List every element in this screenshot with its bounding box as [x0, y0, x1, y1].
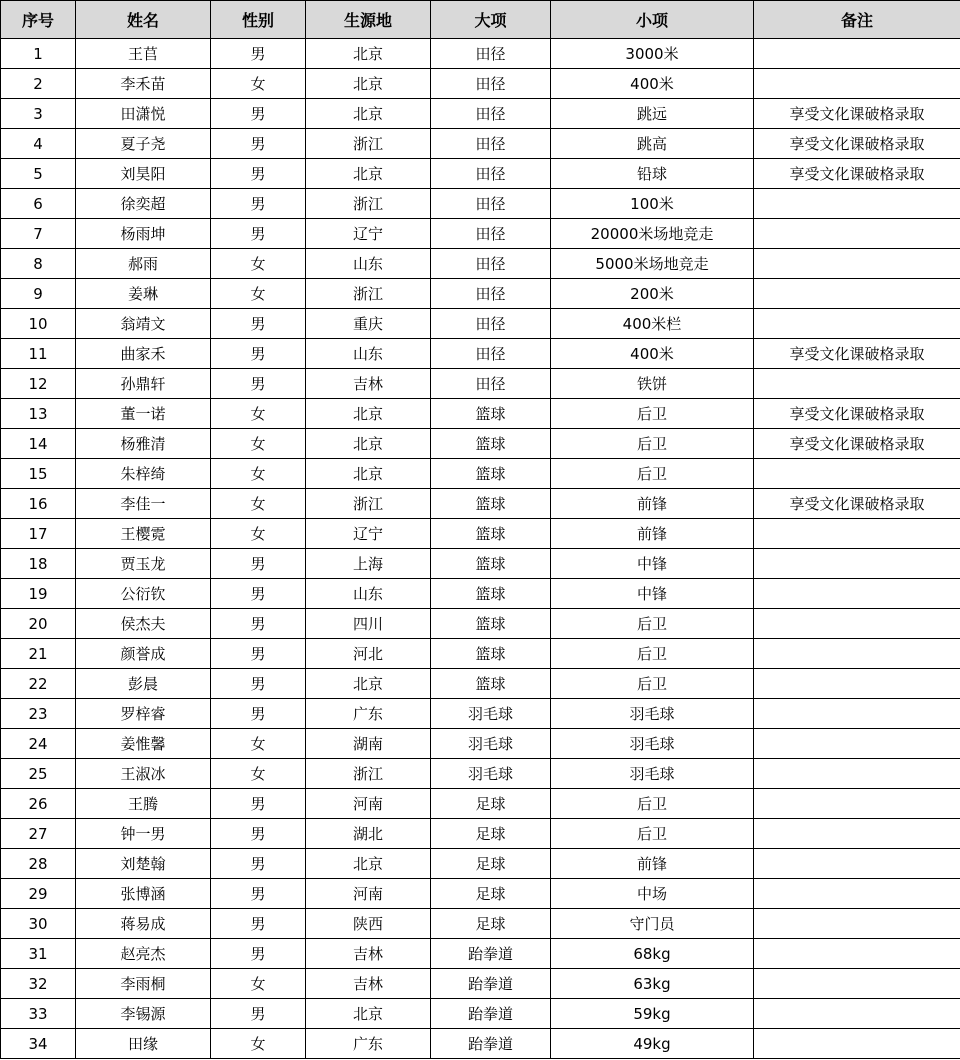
- table-row: [1, 309, 960, 339]
- cell-remark: 享受文化课破格录取: [754, 99, 960, 129]
- cell-name: 朱梓绮: [76, 459, 211, 489]
- cell-category: 篮球: [431, 519, 551, 549]
- cell-origin: 上海: [306, 549, 431, 579]
- cell-index: 20: [1, 609, 76, 639]
- cell-category: 田径: [431, 99, 551, 129]
- cell-category: 田径: [431, 249, 551, 279]
- cell-event: 后卫: [551, 429, 754, 459]
- cell-category: 跆拳道: [431, 969, 551, 999]
- cell-index: 25: [1, 759, 76, 789]
- cell-event: 200米: [551, 279, 754, 309]
- cell-category: 足球: [431, 849, 551, 879]
- cell-event: 63kg: [551, 969, 754, 999]
- cell-gender: 男: [211, 309, 306, 339]
- cell-gender: 男: [211, 39, 306, 69]
- cell-gender: 男: [211, 939, 306, 969]
- cell-remark: 享受文化课破格录取: [754, 399, 960, 429]
- cell-event: 400米: [551, 69, 754, 99]
- cell-gender: 男: [211, 99, 306, 129]
- cell-gender: 男: [211, 369, 306, 399]
- table-body: [1, 39, 960, 1059]
- cell-event: 铅球: [551, 159, 754, 189]
- cell-name: 张博涵: [76, 879, 211, 909]
- table-row: [1, 879, 960, 909]
- table-row: [1, 39, 960, 69]
- cell-index: 13: [1, 399, 76, 429]
- cell-name: 刘楚翰: [76, 849, 211, 879]
- cell-remark: [754, 309, 960, 339]
- table-header: [1, 1, 960, 39]
- cell-category: 足球: [431, 909, 551, 939]
- cell-name: 赵亮杰: [76, 939, 211, 969]
- cell-origin: 北京: [306, 849, 431, 879]
- cell-index: 3: [1, 99, 76, 129]
- cell-index: 12: [1, 369, 76, 399]
- cell-origin: 浙江: [306, 279, 431, 309]
- cell-index: 1: [1, 39, 76, 69]
- cell-event: 羽毛球: [551, 729, 754, 759]
- cell-gender: 女: [211, 69, 306, 99]
- cell-origin: 吉林: [306, 369, 431, 399]
- cell-name: 李佳一: [76, 489, 211, 519]
- cell-name: 贾玉龙: [76, 549, 211, 579]
- table-row: [1, 129, 960, 159]
- cell-remark: [754, 969, 960, 999]
- cell-event: 跳远: [551, 99, 754, 129]
- cell-remark: [754, 519, 960, 549]
- cell-remark: [754, 549, 960, 579]
- cell-remark: [754, 669, 960, 699]
- cell-category: 篮球: [431, 609, 551, 639]
- cell-origin: 广东: [306, 1029, 431, 1059]
- table-row: [1, 279, 960, 309]
- cell-category: 羽毛球: [431, 759, 551, 789]
- cell-origin: 浙江: [306, 189, 431, 219]
- cell-gender: 男: [211, 159, 306, 189]
- cell-origin: 吉林: [306, 939, 431, 969]
- header-origin: 生源地: [306, 1, 431, 39]
- cell-gender: 女: [211, 249, 306, 279]
- cell-origin: 河南: [306, 879, 431, 909]
- cell-name: 姜琳: [76, 279, 211, 309]
- cell-origin: 浙江: [306, 489, 431, 519]
- cell-gender: 女: [211, 729, 306, 759]
- cell-index: 27: [1, 819, 76, 849]
- cell-index: 11: [1, 339, 76, 369]
- cell-event: 3000米: [551, 39, 754, 69]
- cell-index: 26: [1, 789, 76, 819]
- cell-origin: 北京: [306, 669, 431, 699]
- cell-gender: 女: [211, 1029, 306, 1059]
- cell-remark: [754, 39, 960, 69]
- cell-index: 34: [1, 1029, 76, 1059]
- cell-category: 田径: [431, 339, 551, 369]
- cell-origin: 河北: [306, 639, 431, 669]
- cell-remark: 享受文化课破格录取: [754, 159, 960, 189]
- cell-remark: [754, 369, 960, 399]
- cell-category: 田径: [431, 219, 551, 249]
- cell-index: 10: [1, 309, 76, 339]
- cell-gender: 女: [211, 429, 306, 459]
- cell-name: 钟一男: [76, 819, 211, 849]
- cell-remark: [754, 789, 960, 819]
- cell-remark: [754, 189, 960, 219]
- cell-remark: [754, 879, 960, 909]
- table-row: [1, 639, 960, 669]
- cell-event: 400米栏: [551, 309, 754, 339]
- cell-origin: 北京: [306, 429, 431, 459]
- cell-category: 篮球: [431, 399, 551, 429]
- cell-origin: 北京: [306, 69, 431, 99]
- cell-index: 32: [1, 969, 76, 999]
- cell-remark: 享受文化课破格录取: [754, 489, 960, 519]
- table-row: [1, 69, 960, 99]
- cell-event: 跳高: [551, 129, 754, 159]
- cell-index: 4: [1, 129, 76, 159]
- cell-event: 前锋: [551, 519, 754, 549]
- cell-name: 颜誉成: [76, 639, 211, 669]
- cell-event: 68kg: [551, 939, 754, 969]
- cell-event: 20000米场地竞走: [551, 219, 754, 249]
- cell-gender: 女: [211, 279, 306, 309]
- cell-remark: [754, 849, 960, 879]
- cell-origin: 浙江: [306, 129, 431, 159]
- cell-event: 前锋: [551, 849, 754, 879]
- cell-remark: [754, 729, 960, 759]
- cell-origin: 北京: [306, 399, 431, 429]
- header-remark: 备注: [754, 1, 960, 39]
- cell-remark: [754, 219, 960, 249]
- cell-event: 后卫: [551, 399, 754, 429]
- table-row: [1, 459, 960, 489]
- cell-origin: 北京: [306, 999, 431, 1029]
- cell-index: 23: [1, 699, 76, 729]
- cell-gender: 女: [211, 489, 306, 519]
- cell-index: 6: [1, 189, 76, 219]
- header-name: 姓名: [76, 1, 211, 39]
- cell-event: 羽毛球: [551, 699, 754, 729]
- cell-gender: 男: [211, 129, 306, 159]
- cell-gender: 男: [211, 219, 306, 249]
- table-row: [1, 849, 960, 879]
- cell-category: 田径: [431, 159, 551, 189]
- cell-gender: 男: [211, 699, 306, 729]
- table-row: [1, 399, 960, 429]
- table-row: [1, 369, 960, 399]
- cell-category: 足球: [431, 789, 551, 819]
- cell-origin: 北京: [306, 159, 431, 189]
- cell-event: 100米: [551, 189, 754, 219]
- cell-event: 后卫: [551, 789, 754, 819]
- cell-category: 足球: [431, 819, 551, 849]
- cell-event: 400米: [551, 339, 754, 369]
- cell-category: 羽毛球: [431, 729, 551, 759]
- cell-category: 田径: [431, 39, 551, 69]
- cell-remark: 享受文化课破格录取: [754, 339, 960, 369]
- cell-event: 羽毛球: [551, 759, 754, 789]
- cell-gender: 男: [211, 339, 306, 369]
- table-row: [1, 99, 960, 129]
- cell-remark: [754, 249, 960, 279]
- cell-gender: 女: [211, 459, 306, 489]
- table-row: [1, 789, 960, 819]
- table-row: [1, 609, 960, 639]
- cell-category: 田径: [431, 309, 551, 339]
- cell-category: 跆拳道: [431, 1029, 551, 1059]
- cell-name: 夏子尧: [76, 129, 211, 159]
- cell-event: 后卫: [551, 819, 754, 849]
- table-row: [1, 219, 960, 249]
- cell-origin: 四川: [306, 609, 431, 639]
- table-row: [1, 159, 960, 189]
- cell-remark: [754, 639, 960, 669]
- cell-name: 徐奕超: [76, 189, 211, 219]
- cell-name: 李雨桐: [76, 969, 211, 999]
- cell-gender: 男: [211, 849, 306, 879]
- header-gender: 性别: [211, 1, 306, 39]
- cell-event: 守门员: [551, 909, 754, 939]
- table-row: [1, 909, 960, 939]
- cell-origin: 湖南: [306, 729, 431, 759]
- header-category: 大项: [431, 1, 551, 39]
- cell-category: 足球: [431, 879, 551, 909]
- cell-origin: 山东: [306, 339, 431, 369]
- cell-gender: 男: [211, 579, 306, 609]
- cell-origin: 山东: [306, 249, 431, 279]
- cell-index: 21: [1, 639, 76, 669]
- cell-index: 17: [1, 519, 76, 549]
- cell-origin: 辽宁: [306, 219, 431, 249]
- cell-remark: [754, 459, 960, 489]
- cell-remark: [754, 609, 960, 639]
- cell-event: 后卫: [551, 669, 754, 699]
- table-row: [1, 429, 960, 459]
- cell-remark: [754, 579, 960, 609]
- cell-gender: 女: [211, 969, 306, 999]
- cell-event: 中锋: [551, 549, 754, 579]
- table-row: [1, 729, 960, 759]
- table-row: [1, 999, 960, 1029]
- cell-name: 杨雨坤: [76, 219, 211, 249]
- table-row: [1, 249, 960, 279]
- cell-origin: 吉林: [306, 969, 431, 999]
- cell-event: 59kg: [551, 999, 754, 1029]
- cell-event: 中锋: [551, 579, 754, 609]
- cell-gender: 女: [211, 399, 306, 429]
- cell-name: 杨雅清: [76, 429, 211, 459]
- cell-event: 铁饼: [551, 369, 754, 399]
- cell-index: 2: [1, 69, 76, 99]
- cell-remark: [754, 909, 960, 939]
- cell-index: 8: [1, 249, 76, 279]
- cell-category: 篮球: [431, 549, 551, 579]
- cell-remark: [754, 1029, 960, 1059]
- cell-remark: 享受文化课破格录取: [754, 129, 960, 159]
- cell-name: 郝雨: [76, 249, 211, 279]
- cell-category: 篮球: [431, 669, 551, 699]
- cell-origin: 湖北: [306, 819, 431, 849]
- cell-index: 22: [1, 669, 76, 699]
- cell-event: 后卫: [551, 609, 754, 639]
- table-row: [1, 969, 960, 999]
- cell-event: 后卫: [551, 639, 754, 669]
- cell-gender: 男: [211, 639, 306, 669]
- cell-origin: 陕西: [306, 909, 431, 939]
- cell-name: 姜惟馨: [76, 729, 211, 759]
- cell-name: 蒋易成: [76, 909, 211, 939]
- cell-event: 49kg: [551, 1029, 754, 1059]
- cell-name: 孙鼎轩: [76, 369, 211, 399]
- cell-origin: 北京: [306, 459, 431, 489]
- cell-event: 5000米场地竞走: [551, 249, 754, 279]
- cell-name: 翁靖文: [76, 309, 211, 339]
- cell-gender: 男: [211, 669, 306, 699]
- cell-index: 15: [1, 459, 76, 489]
- cell-name: 罗梓睿: [76, 699, 211, 729]
- cell-name: 李锡源: [76, 999, 211, 1029]
- cell-index: 19: [1, 579, 76, 609]
- table-row: [1, 759, 960, 789]
- cell-name: 田缘: [76, 1029, 211, 1059]
- cell-remark: [754, 699, 960, 729]
- cell-origin: 北京: [306, 39, 431, 69]
- cell-category: 羽毛球: [431, 699, 551, 729]
- cell-gender: 女: [211, 759, 306, 789]
- table-row: [1, 189, 960, 219]
- cell-category: 田径: [431, 129, 551, 159]
- cell-category: 篮球: [431, 459, 551, 489]
- cell-index: 30: [1, 909, 76, 939]
- table-row: [1, 579, 960, 609]
- cell-index: 31: [1, 939, 76, 969]
- cell-name: 王樱霓: [76, 519, 211, 549]
- cell-category: 跆拳道: [431, 999, 551, 1029]
- cell-name: 曲家禾: [76, 339, 211, 369]
- cell-index: 14: [1, 429, 76, 459]
- cell-event: 中场: [551, 879, 754, 909]
- cell-remark: [754, 759, 960, 789]
- cell-index: 18: [1, 549, 76, 579]
- cell-name: 董一诺: [76, 399, 211, 429]
- cell-gender: 男: [211, 879, 306, 909]
- cell-category: 田径: [431, 189, 551, 219]
- cell-gender: 男: [211, 909, 306, 939]
- cell-category: 篮球: [431, 429, 551, 459]
- cell-gender: 男: [211, 789, 306, 819]
- cell-name: 田潇悦: [76, 99, 211, 129]
- cell-name: 侯杰夫: [76, 609, 211, 639]
- table-row: [1, 489, 960, 519]
- cell-index: 5: [1, 159, 76, 189]
- cell-index: 16: [1, 489, 76, 519]
- cell-name: 刘昊阳: [76, 159, 211, 189]
- cell-gender: 男: [211, 609, 306, 639]
- cell-category: 篮球: [431, 489, 551, 519]
- cell-name: 王苢: [76, 39, 211, 69]
- cell-event: 前锋: [551, 489, 754, 519]
- cell-remark: 享受文化课破格录取: [754, 429, 960, 459]
- table-row: [1, 939, 960, 969]
- cell-gender: 男: [211, 549, 306, 579]
- cell-category: 跆拳道: [431, 939, 551, 969]
- table-row: [1, 549, 960, 579]
- cell-remark: [754, 819, 960, 849]
- cell-remark: [754, 999, 960, 1029]
- cell-category: 篮球: [431, 579, 551, 609]
- cell-category: 田径: [431, 279, 551, 309]
- cell-index: 24: [1, 729, 76, 759]
- cell-category: 田径: [431, 369, 551, 399]
- cell-index: 29: [1, 879, 76, 909]
- cell-origin: 辽宁: [306, 519, 431, 549]
- cell-index: 7: [1, 219, 76, 249]
- table-row: [1, 669, 960, 699]
- cell-origin: 河南: [306, 789, 431, 819]
- cell-category: 田径: [431, 69, 551, 99]
- table-row: [1, 699, 960, 729]
- cell-origin: 重庆: [306, 309, 431, 339]
- cell-remark: [754, 279, 960, 309]
- cell-name: 公衍钦: [76, 579, 211, 609]
- cell-event: 后卫: [551, 459, 754, 489]
- table-row: [1, 519, 960, 549]
- header-event: 小项: [551, 1, 754, 39]
- table-row: [1, 1029, 960, 1059]
- cell-index: 9: [1, 279, 76, 309]
- cell-name: 彭晨: [76, 669, 211, 699]
- cell-category: 篮球: [431, 639, 551, 669]
- cell-remark: [754, 939, 960, 969]
- cell-origin: 浙江: [306, 759, 431, 789]
- table-row: [1, 819, 960, 849]
- cell-gender: 男: [211, 189, 306, 219]
- header-index: 序号: [1, 1, 76, 39]
- header-row: [1, 1, 960, 39]
- cell-origin: 广东: [306, 699, 431, 729]
- cell-index: 33: [1, 999, 76, 1029]
- cell-name: 李禾苗: [76, 69, 211, 99]
- cell-origin: 北京: [306, 99, 431, 129]
- cell-gender: 女: [211, 519, 306, 549]
- cell-gender: 男: [211, 999, 306, 1029]
- cell-origin: 山东: [306, 579, 431, 609]
- cell-index: 28: [1, 849, 76, 879]
- cell-remark: [754, 69, 960, 99]
- cell-gender: 男: [211, 819, 306, 849]
- cell-name: 王腾: [76, 789, 211, 819]
- cell-name: 王淑冰: [76, 759, 211, 789]
- table-row: [1, 339, 960, 369]
